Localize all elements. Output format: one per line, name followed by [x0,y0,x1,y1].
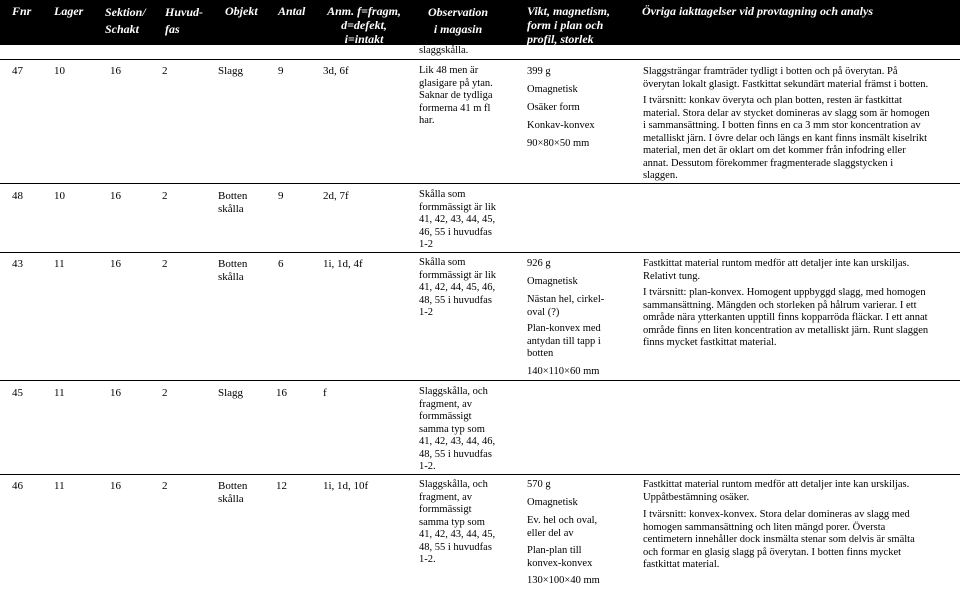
cell-antal: 16 [276,387,287,399]
cell-vikt: 926 g [527,258,551,269]
cell-ovriga-1: Fastkittat material runtom medför att detaljer inte kan urskiljas. Uppåtbestämning osäker. [643,479,910,503]
cell-huvudfas: 2 [162,190,168,202]
cell-profil: Konkav-konvex [527,120,595,131]
cell-observation: Skålla som formmässigt är lik 41, 42, 44, 45, 46, 48, 55 i huvudfas 1-2 [419,257,496,318]
cell-anm: 1i, 1d, 4f [323,258,363,270]
cell-fnr: 43 [12,258,23,270]
cell-objekt: Botten skålla [218,190,248,215]
cell-objekt: Botten skålla [218,480,248,505]
header-lager: Lager [54,4,84,18]
cell-vikt: 570 g [527,479,551,490]
cell-antal: 6 [278,258,284,270]
cell-ovriga-2: I tvärsnitt: konkav överyta och plan botten, resten är fastkittat material. Stora delar av stycket domineras av slagg som är homogen i sammansättning. I botten finns en ca 3 mm stor koncentration av metalliskt järn. I övre delar och längs en kant finns insmält kiselrikt material, men det är oklart om det kommer från infodring eller annat. Dessutom förekommer fragmenterade slaggstycken i slaggen. [643,95,930,181]
cell-antal: 12 [276,480,287,492]
cell-fnr: 45 [12,387,23,399]
cell-lager: 11 [54,480,65,492]
cell-anm: 2d, 7f [323,190,349,202]
cell-vikt: 399 g [527,66,551,77]
cell-anm: 1i, 1d, 10f [323,480,369,492]
cell-storlek: 140×110×60 mm [527,366,600,377]
cell-sektion: 16 [110,387,121,399]
cell-storlek: 130×100×40 mm [527,575,600,586]
row-separator [0,59,960,60]
cell-profil: Plan-plan till konvex-konvex [527,545,593,569]
cell-form: Osäker form [527,102,580,113]
cell-objekt: Slagg [218,387,244,399]
cell-lager: 10 [54,65,65,77]
cell-observation: Lik 48 men är glasigare på ytan. Saknar de tydliga formerna 41 m fl har. [419,65,493,126]
cell-anm: 3d, 6f [323,65,349,77]
cell-huvudfas: 2 [162,258,168,270]
cell-fnr: 46 [12,480,23,492]
header-objekt: Objekt [225,4,258,18]
cell-magnetism: Omagnetisk [527,497,578,508]
carryover-text: slaggskålla. [419,45,469,56]
cell-ovriga-2: I tvärsnitt: konvex-konvex. Stora delar domineras av slagg med homogen sammansättning och liten mängd porer. Översta centimetern innehåller dock insmälta stenar som delvis är smälta och formar en glasig slagg på överytan. I botten finns mycket fastkittat material. [643,509,915,570]
cell-magnetism: Omagnetisk [527,84,578,95]
row-separator [0,183,960,184]
cell-antal: 9 [278,65,284,77]
cell-antal: 9 [278,190,284,202]
cell-lager: 11 [54,258,65,270]
cell-observation: Skålla som formmässigt är lik 41, 42, 43, 44, 45, 46, 55 i huvudfas 1-2 [419,189,496,250]
cell-ovriga-1: Slaggsträngar framträder tydligt i botten och på överytan. På överytan lokalt glasigt. Fastkittat sekundärt material främst i botten. [643,66,929,90]
header-ovriga: Övriga iakttagelser vid provtagning och analys [642,4,873,18]
header-fnr: Fnr [12,4,32,18]
table-header [0,0,960,45]
cell-sektion: 16 [110,65,121,77]
row-separator [0,252,960,253]
cell-objekt: Slagg [218,65,244,77]
cell-fnr: 47 [12,65,23,77]
cell-magnetism: Omagnetisk [527,276,578,287]
cell-sektion: 16 [110,258,121,270]
cell-huvudfas: 2 [162,65,168,77]
header-observation: Observation i magasin [428,5,488,36]
cell-form: Nästan hel, cirkel- oval (?) [527,294,605,318]
cell-huvudfas: 2 [162,387,168,399]
header-huvudfas: Huvud- fas [165,5,204,36]
cell-sektion: 16 [110,480,121,492]
cell-lager: 11 [54,387,65,399]
header-anm: Anm. f=fragm, d=defekt, i=intakt [327,4,401,46]
cell-lager: 10 [54,190,65,202]
header-antal: Antal [278,4,306,18]
cell-ovriga-1: Fastkittat material runtom medför att detaljer inte kan urskiljas. Relativt tung. [643,258,910,282]
row-separator [0,474,960,475]
cell-huvudfas: 2 [162,480,168,492]
header-vikt: Vikt, magnetism, form i plan och profil, storlek [527,4,611,46]
cell-profil: Plan-konvex med antydan till tapp i botten [527,323,601,359]
cell-anm: f [323,387,327,399]
cell-observation: Slaggskålla, och fragment, av formmässigt samma typ som 41, 42, 43, 44, 45, 48, 55 i huvudfas 1-2. [419,479,496,565]
cell-form: Ev. hel och oval, eller del av [527,515,598,539]
header-sektion: Sektion/ Schakt [105,5,146,36]
cell-storlek: 90×80×50 mm [527,138,590,149]
cell-fnr: 48 [12,190,23,202]
cell-sektion: 16 [110,190,121,202]
cell-observation: Slaggskålla, och fragment, av formmässigt samma typ som 41, 42, 43, 44, 46, 48, 55 i huvudfas 1-2. [419,386,496,472]
cell-ovriga-2: I tvärsnitt: plan-konvex. Homogent uppbyggd slagg, med homogen sammansättning. Mängden och storleken på hålrum varierar. I ett område nära ytterkanten upptill finns kopparröda fläckar. I ett annat område finns en liten koncentration av metalliskt järn. Runt slaggen finns mycket fastkittat material. [643,287,929,348]
row-separator [0,380,960,381]
cell-objekt: Botten skålla [218,258,248,283]
